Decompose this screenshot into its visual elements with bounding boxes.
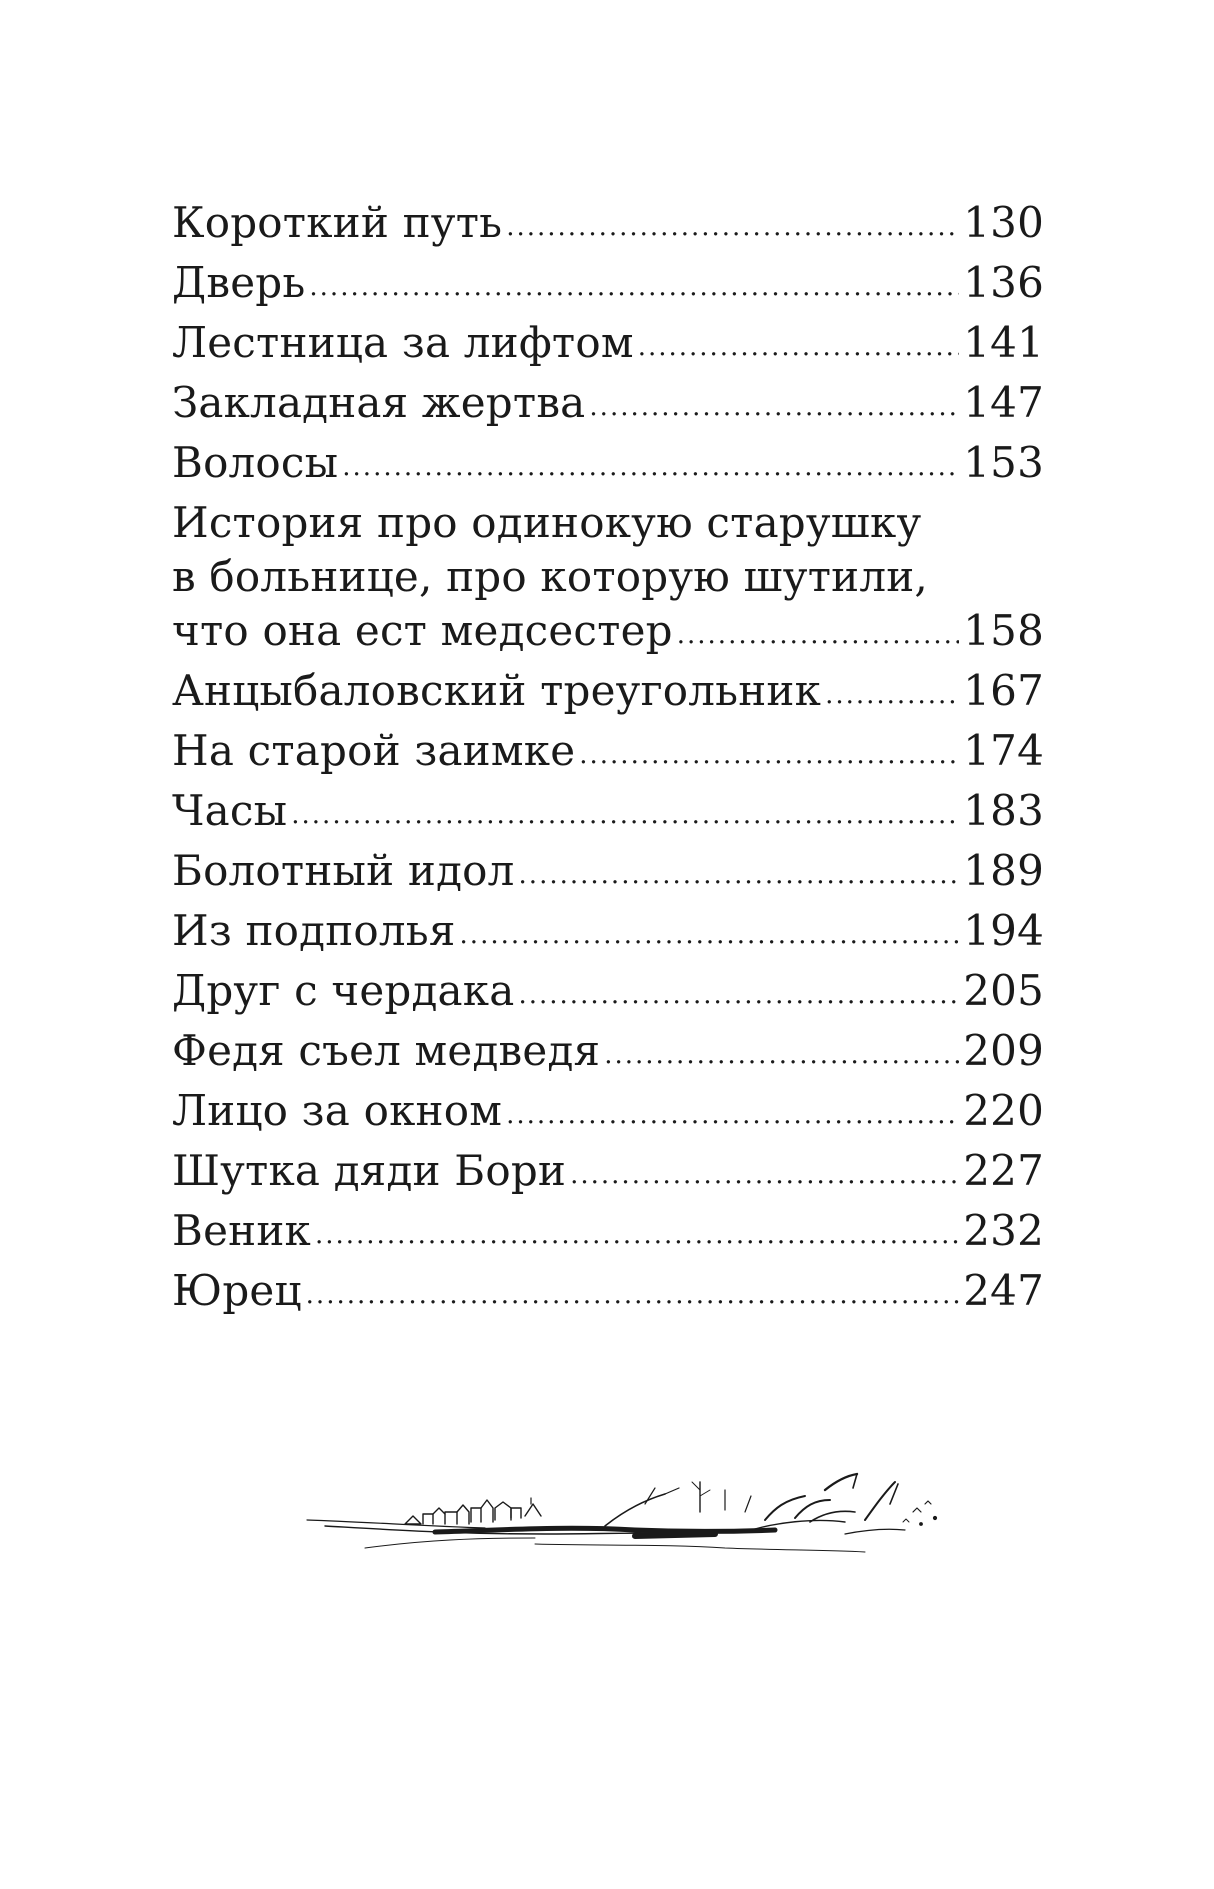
toc-entry-page-number: 205 [963, 966, 1044, 1015]
toc-entry-title: Болотный идол [172, 846, 515, 895]
toc-entry-title: Юрец [172, 1266, 302, 1315]
dot-leader [460, 908, 960, 962]
toc-entry-15[interactable] [172, 1204, 1044, 1264]
dot-leader [604, 1028, 959, 1082]
toc-entry-1[interactable] [172, 256, 1044, 316]
dot-leader [506, 200, 959, 254]
dot-leader [506, 1088, 959, 1142]
toc-entry-14[interactable] [172, 1144, 1044, 1204]
toc-entry-page-number: 209 [963, 1026, 1044, 1075]
dot-leader [291, 788, 959, 842]
landscape-sketch-icon [305, 1460, 945, 1570]
toc-entry-7[interactable] [172, 724, 1044, 784]
dot-leader [579, 728, 959, 782]
dot-leader [638, 320, 960, 374]
toc-entry-title: Часы [172, 786, 288, 835]
dot-leader [519, 848, 960, 902]
toc-entry-title: На старой заимке [172, 726, 576, 775]
toc-entry-page-number: 183 [963, 786, 1044, 835]
toc-entry-page-number: 136 [963, 258, 1044, 307]
toc-entry-0[interactable] [172, 196, 1044, 256]
toc-entry-title: Федя съел медведя [172, 1026, 601, 1075]
dot-leader [342, 440, 959, 494]
toc-entry-page-number: 153 [963, 438, 1044, 487]
toc-entry-10[interactable] [172, 904, 1044, 964]
dot-leader [306, 1268, 960, 1322]
toc-entry-4[interactable] [172, 436, 1044, 496]
toc-entry-page-number: 247 [963, 1266, 1044, 1315]
table-of-contents [172, 196, 1044, 1324]
toc-entry-5[interactable] [172, 496, 1044, 664]
toc-entry-title: Веник [172, 1206, 311, 1255]
toc-entry-title-line: История про одинокую старушку [172, 498, 922, 547]
toc-entry-title: Дверь [172, 258, 306, 307]
toc-entry-title-line: в больнице, про которую шутили, [172, 552, 928, 601]
toc-entry-page-number: 158 [963, 606, 1044, 655]
toc-entry-2[interactable] [172, 316, 1044, 376]
toc-entry-page-number: 174 [963, 726, 1044, 775]
toc-entry-page-number: 141 [963, 318, 1044, 367]
toc-entry-page-number: 130 [963, 198, 1044, 247]
dot-leader [315, 1208, 959, 1262]
toc-entry-title: Лестница за лифтом [172, 318, 634, 367]
toc-entry-page-number: 147 [963, 378, 1044, 427]
toc-entry-page-number: 227 [963, 1146, 1044, 1195]
toc-entry-title: Друг с чердака [172, 966, 515, 1015]
toc-entry-13[interactable] [172, 1084, 1044, 1144]
dot-leader [309, 260, 959, 314]
toc-entry-6[interactable] [172, 664, 1044, 724]
toc-entry-page-number: 220 [963, 1086, 1044, 1135]
toc-entry-16[interactable] [172, 1264, 1044, 1324]
toc-entry-12[interactable] [172, 1024, 1044, 1084]
toc-entry-title: Шутка дяди Бори [172, 1146, 567, 1195]
dot-leader [677, 608, 959, 662]
toc-entry-8[interactable] [172, 784, 1044, 844]
toc-entry-9[interactable] [172, 844, 1044, 904]
toc-entry-title: Короткий путь [172, 198, 503, 247]
toc-entry-title: Лицо за окном [172, 1086, 503, 1135]
toc-entry-page-number: 194 [963, 906, 1044, 955]
toc-entry-title: Из подполья [172, 906, 456, 955]
toc-entry-title: Анцыбаловский треугольник [172, 666, 822, 715]
toc-entry-page-number: 167 [963, 666, 1044, 715]
dot-leader [825, 668, 959, 722]
toc-entry-title: что она ест медсестер [172, 606, 673, 655]
toc-entry-page-number: 232 [963, 1206, 1044, 1255]
toc-entry-11[interactable] [172, 964, 1044, 1024]
toc-entry-title: Волосы [172, 438, 339, 487]
toc-entry-page-number: 189 [963, 846, 1044, 895]
dot-leader [589, 380, 959, 434]
dot-leader [518, 968, 959, 1022]
dot-leader [570, 1148, 959, 1202]
toc-entry-title: Закладная жертва [172, 378, 586, 427]
toc-entry-3[interactable] [172, 376, 1044, 436]
